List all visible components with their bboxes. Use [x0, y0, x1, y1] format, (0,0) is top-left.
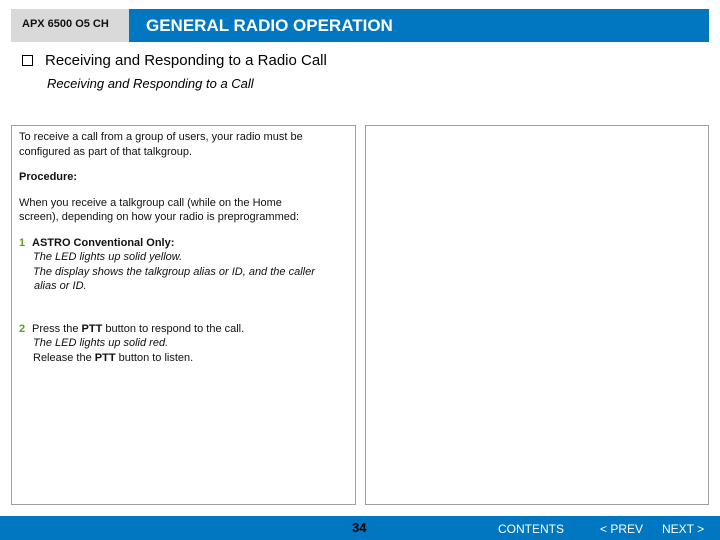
page-number: 34 [352, 520, 367, 535]
procedure-label: Procedure: [19, 171, 78, 183]
prev-link[interactable]: < PREV [600, 522, 644, 536]
intro-paragraph: To receive a call from a group of users, your radio must be configured as part of that talkgroup. [19, 131, 303, 158]
step-2: 2 Press the PTT button to respond to the call. The LED lights up solid red. Release the PTT button to listen. [19, 322, 245, 364]
section-subheading: Receiving and Responding to a Call [47, 76, 254, 91]
next-link[interactable]: NEXT > [662, 522, 705, 536]
ptt-label-release: PTT [94, 351, 116, 364]
step-2-number: 2 [19, 322, 26, 335]
step-1-number: 1 [19, 236, 26, 249]
when-paragraph: When you receive a talkgroup call (while on the Home screen), depending on how your radio is preprogrammed: [19, 196, 300, 223]
step-1-title: ASTRO Conventional Only: [32, 236, 175, 249]
page-title: GENERAL RADIO OPERATION [129, 9, 709, 42]
instructions-panel [11, 125, 356, 505]
section-heading-text: Receiving and Responding to a Radio Call [45, 52, 327, 69]
step-1: 1 ASTRO Conventional Only: The LED lights up solid yellow. The display shows the talkgroup alias or ID, and the caller alias or ID. [19, 236, 315, 292]
model-tag: APX 6500 O5 CH [11, 9, 129, 42]
illustration-panel [365, 125, 709, 505]
checkbox-bullet-icon [22, 55, 33, 66]
section-heading [22, 52, 327, 69]
ptt-label: PTT [81, 322, 103, 335]
contents-link[interactable]: CONTENTS [498, 522, 564, 536]
